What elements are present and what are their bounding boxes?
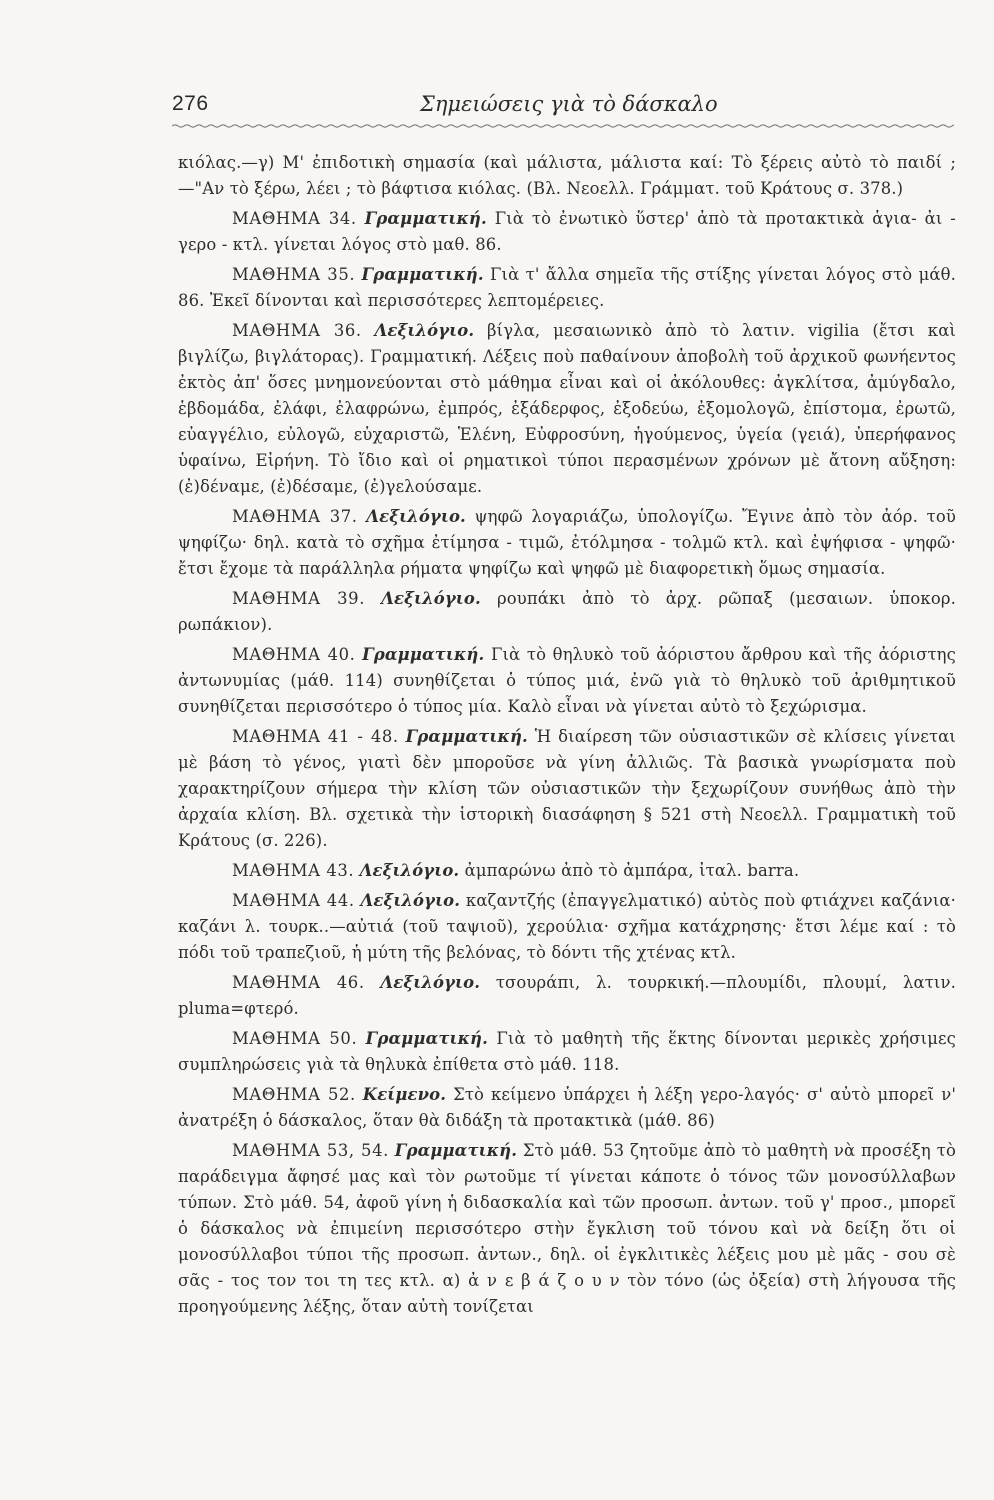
lesson-category: Λεξιλόγιο. (374, 321, 475, 340)
lesson-39 (178, 586, 956, 638)
lesson-label: ΜΑΘΗΜΑ 36. (232, 321, 362, 340)
lesson-41-48 (178, 724, 956, 854)
lesson-text: Στὸ κείμενο ὑπάρχει ἡ λέξη γερο-λαγός· σ' αὐτὸ μπορεῖ ν' ἀνατρέξη ὁ δάσκαλος, ὅταν θὰ διδάξη τὰ προτακτικὰ (μάθ. 86) (178, 1085, 956, 1130)
lesson-category: Κείμενο. (362, 1085, 447, 1104)
lesson-category: Γραμματική. (361, 265, 484, 284)
wavy-rule (172, 120, 954, 132)
running-title: Σημειώσεις γιὰ τὸ δάσκαλο (420, 92, 718, 116)
paragraph-text: κιόλας.—γ) Μ' ἐπιδοτικὴ σημασία (καὶ μάλιστα, μάλιστα καί: Τὸ ξέρεις αὐτὸ τὸ παιδί ;—"Αν τὸ ξέρω, λέει ; τὸ βάφτισα κιόλας. (Βλ. Νεοελλ. Γράμματ. τοῦ Κράτους σ. 378.) (178, 153, 956, 198)
lesson-text: Ἡ διαίρεση τῶν οὐσιαστικῶν σὲ κλίσεις γίνεται μὲ βάση τὸ γένος, γιατὶ δὲν μποροῦσε νὰ γίνη ἀλλιῶς. Τὰ βασικὰ γνωρίσματα ποὺ χαρακτηρίζουν σήμερα τὴν κλίση τῶν οὐσιαστικῶν τὴν ξεχωρίζουν συνήθως ἀπὸ τὴν ἀρχαία κλίση. Βλ. σχετικὰ τὴν ἱστορικὴ διασάφηση § 521 στὴ Νεοελλ. Γραμματικὴ τοῦ Κράτους (σ. 226). (178, 727, 956, 850)
lesson-label: ΜΑΘΗΜΑ 34. (232, 209, 357, 228)
page-number: 276 (172, 92, 209, 115)
lesson-label: ΜΑΘΗΜΑ 50. (232, 1029, 358, 1048)
lesson-label: ΜΑΘΗΜΑ 46. (232, 973, 365, 992)
lesson-35 (178, 262, 956, 314)
lesson-category: Γραμματική. (365, 1029, 488, 1048)
lesson-text: καζαντζής (ἐπαγγελματικό) αὐτὸς ποὺ φτιάχνει καζάνια· καζάνι λ. τουρκ..—αὐτιά (τοῦ ταψιοῦ), χερούλια· σχῆμα κατάχρησης· ἔτσι λέμε καί : τὸ πόδι τοῦ τραπεζιοῦ, ἡ μύτη τῆς βελόνας, τὸ δόντι τῆς χτένας κτλ. (178, 891, 956, 962)
lesson-label: ΜΑΘΗΜΑ 37. (232, 507, 358, 526)
lesson-label: ΜΑΘΗΜΑ 40. (232, 645, 356, 664)
lesson-text: Γιὰ τὸ μαθητὴ τῆς ἕκτης δίνονται μερικὲς χρήσιμες συμπληρώσεις γιὰ τὰ θηλυκὰ ἐπίθετα στὸ μάθ. 118. (178, 1029, 956, 1074)
lesson-category: Λεξιλόγιο. (366, 507, 466, 526)
lesson-36 (178, 318, 956, 500)
lesson-text: τσουράπι, λ. τουρκική.—πλουμίδι, πλουμί, λατιν. pluma=φτερό. (178, 973, 956, 1018)
running-head (172, 92, 952, 122)
lesson-label: ΜΑΘΗΜΑ 41 - 48. (232, 727, 399, 746)
lesson-category: Λεξιλόγιο. (359, 861, 460, 880)
lesson-text: Γιὰ τὸ ἐνωτικὸ ὕστερ' ἀπὸ τὰ προτακτικὰ ἁγια- ἀι - γερο - κτλ. γίνεται λόγος στὸ μαθ. 86. (178, 209, 956, 254)
text-body (178, 150, 956, 1320)
lesson-text: ρουπάκι ἀπὸ τὸ ἀρχ. ρῶπαξ (μεσαιων. ὑποκορ. ρωπάκιον). (178, 589, 956, 634)
lesson-52 (178, 1082, 956, 1134)
lesson-text: Γιὰ τὸ θηλυκὸ τοῦ ἀόριστου ἄρθρου καὶ τῆς ἀόριστης ἀντωνυμίας (μάθ. 114) συνηθίζεται ὁ τύπος μιά, ἐνῶ γιὰ τὸ θηλυκὸ τοῦ ἀριθμητικοῦ συνηθίζεται περισσότερο ὁ τύπος μία. Καλὸ εἶναι νὰ γίνεται αὐτὸ τὸ ξεχώρισμα. (178, 645, 956, 716)
lesson-46 (178, 970, 956, 1022)
lesson-text: Γιὰ τ' ἄλλα σημεῖα τῆς στίξης γίνεται λόγος στὸ μάθ. 86. Ἐκεῖ δίνονται καὶ περισσότερες λεπτομέρειες. (178, 265, 956, 310)
lesson-category: Λεξιλόγιο. (380, 973, 481, 992)
paragraph-continuation (178, 150, 956, 202)
lesson-category: Γραμματική. (364, 209, 487, 228)
lesson-text: Στὸ μάθ. 53 ζητοῦμε ἀπὸ τὸ μαθητὴ νὰ προσέξη τὸ παράδειγμα ἄφησέ μας καὶ τὸν ρωτοῦμε τί γίνεται κάποτε ὁ τόνος τῶν μονοσύλλαβων τύπων. Στὸ μάθ. 54, ἀφοῦ γίνη ἡ διδασκαλία καὶ τῶν προσωπ. ἀντων. τοῦ γ' προσ., μπορεῖ ὁ δάσκαλος νὰ ἐπιμείνη περισσότερο στὴν ἔγκλιση τοῦ τόνου καὶ νὰ δείξη ὅτι οἱ μονοσύλλαβοι τύποι τῆς προσωπ. ἀντων., δηλ. οἱ ἐγκλιτικὲς λέξεις μου μὲ μᾶς - σου σὲ σᾶς - τος τον τοι τη τες κτλ. α) ἀ ν ε β ά ζ ο υ ν τὸν τόνο (ὡς ὀξεία) στὴ λήγουσα τῆς προηγούμενης λέξης, ὅταν αὐτὴ τονίζεται (178, 1141, 956, 1316)
lesson-label: ΜΑΘΗΜΑ 39. (232, 589, 366, 608)
lesson-34 (178, 206, 956, 258)
lesson-category: Λεξιλόγιο. (360, 891, 461, 910)
lesson-50 (178, 1026, 956, 1078)
lesson-text: βίγλα, μεσαιωνικὸ ἀπὸ τὸ λατιν. vigilia (ἔτσι καὶ βιγλίζω, βιγλάτορας). Γραμματική. Λέξεις ποὺ παθαίνουν ἀποβολὴ τοῦ ἀρχικοῦ φωνήεντος ἐκτὸς ἀπ' ὅσες μνημονεύονται στὸ μάθημα εἶναι καὶ οἱ ἀκόλουθες: ἀγκλίτσα, ἀμύγδαλο, ἑβδομάδα, ἐλάφι, ἐλαφρώνω, ἐμπρός, ἐξάδερφος, ἐξοδεύω, ἐξομολογῶ, ἐπίστομα, ἐρωτῶ, εὐαγγέλιο, εὐλογῶ, εὐχαριστῶ, Ἑλένη, Εὐφροσύνη, ἡγούμενος, ὑγεία (γειά), ὑπερήφανος ὑφαίνω, Εἰρήνη. Τὸ ἴδιο καὶ οἱ ρηματικοὶ τύποι περασμένων χρόνων μὲ ἄτονη αὔξηση: (ἐ)δέναμε, (ἐ)δέσαμε, (ἐ)γελούσαμε. (178, 321, 956, 496)
lesson-53-54 (178, 1138, 956, 1320)
lesson-label: ΜΑΘΗΜΑ 35. (232, 265, 356, 284)
lesson-text: ψηφῶ λογαριάζω, ὑπολογίζω. Ἔγινε ἀπὸ τὸν ἀόρ. τοῦ ψηφίζω· δηλ. κατὰ τὸ σχῆμα ἐτίμησα - τιμῶ, ἐτόλμησα - τολμῶ κτλ. καὶ ἐψήφισα - ψηφῶ· ἔτσι ἔχομε τὰ παράλληλα ρήματα ψηφίζω καὶ ψηφῶ μὲ διαφορετικὴ ὅμως σημασία. (178, 507, 956, 578)
lesson-label: ΜΑΘΗΜΑ 53, 54. (232, 1141, 389, 1160)
lesson-category: Γραμματική. (405, 727, 528, 746)
lesson-37 (178, 504, 956, 582)
lesson-44 (178, 888, 956, 966)
lesson-text: ἀμπαρώνω ἀπὸ τὸ ἀμπάρα, ἰταλ. barra. (464, 861, 800, 880)
lesson-label: ΜΑΘΗΜΑ 44. (232, 891, 355, 910)
lesson-label: ΜΑΘΗΜΑ 52. (232, 1085, 356, 1104)
lesson-43 (178, 858, 956, 884)
lesson-label: ΜΑΘΗΜΑ 43. (232, 861, 355, 880)
lesson-category: Γραμματική. (362, 645, 485, 664)
lesson-40 (178, 642, 956, 720)
lesson-category: Γραμματική. (394, 1141, 518, 1160)
lesson-category: Λεξιλόγιο. (381, 589, 481, 608)
